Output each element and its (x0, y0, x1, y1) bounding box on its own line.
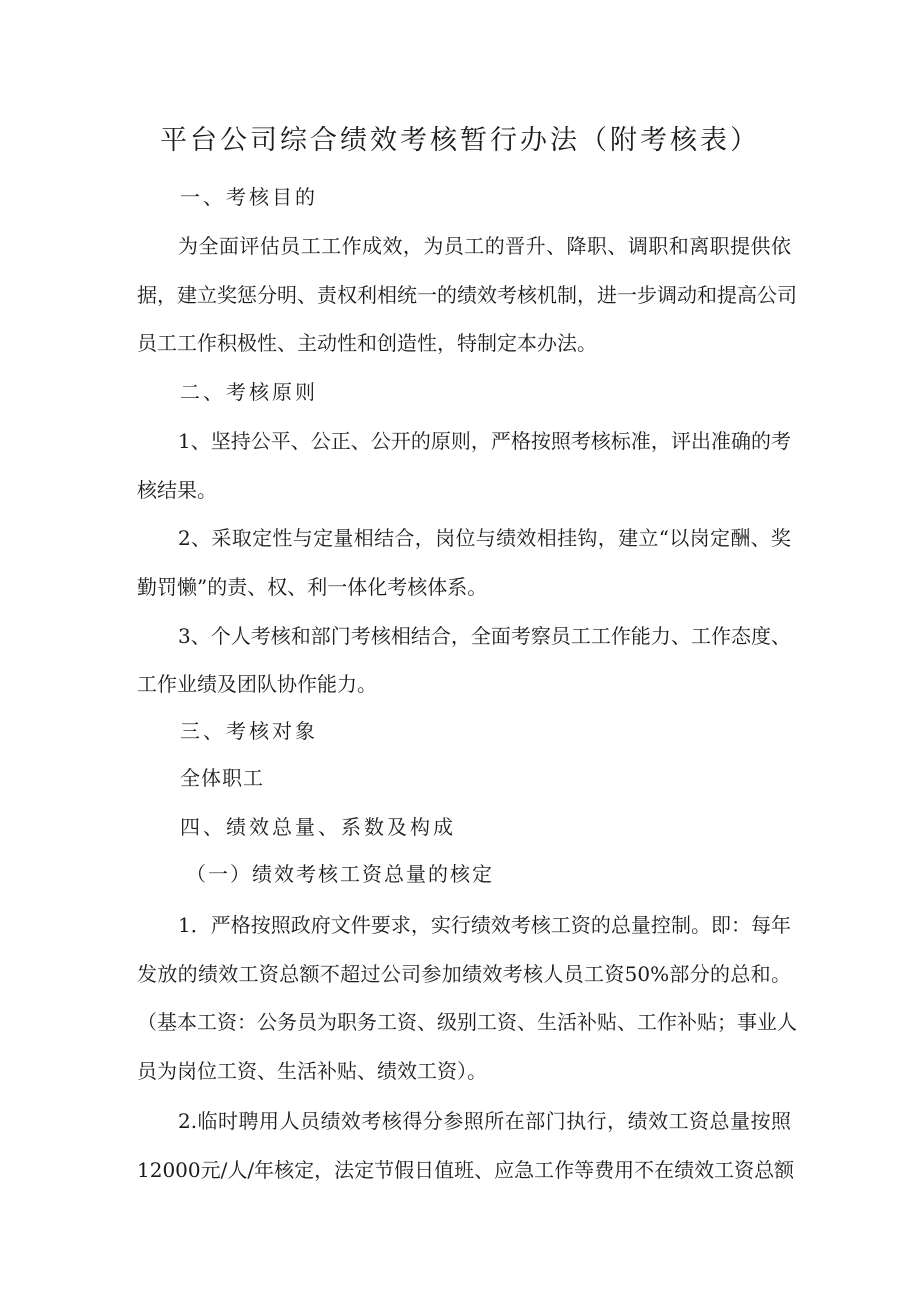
section-heading-purpose: 一、考核目的 (180, 185, 318, 209)
paragraph-line: 发放的绩效工资总额不超过公司参加绩效考核人员工资50%部分的总和。 (137, 962, 791, 986)
paragraph-line: 12000元/人/年核定，法定节假日值班、应急工作等费用不在绩效工资总额 (137, 1158, 795, 1182)
paragraph-line: 1、坚持公平、公正、公开的原则，严格按照考核标准，评出准确的考 (178, 429, 791, 453)
paragraph-line: 1．严格按照政府文件要求，实行绩效考核工资的总量控制。即：每年 (178, 913, 791, 937)
paragraph-line: 勤罚懒”的责、权、利一体化考核体系。 (137, 575, 488, 599)
paragraph-line: 3、个人考核和部门考核相结合，全面考察员工工作能力、工作态度、 (178, 624, 791, 648)
paragraph-line: 工作业绩及团队协作能力。 (137, 672, 377, 696)
paragraph-line: （基本工资：公务员为职务工资、级别工资、生活补贴、工作补贴；事业人 (137, 1010, 797, 1034)
paragraph-line: 员为岗位工资、生活补贴、绩效工资）。 (137, 1059, 487, 1083)
target-all-staff: 全体职工 (180, 766, 264, 790)
section-heading-targets: 三、考核对象 (180, 719, 318, 743)
subsection-heading: （一）绩效考核工资总量的核定 (186, 862, 494, 886)
paragraph-line: 员工工作积极性、主动性和创造性，特制定本办法。 (137, 331, 597, 355)
paragraph-line: 2.临时聘用人员绩效考核得分参照所在部门执行，绩效工资总量按照 (178, 1109, 791, 1133)
document-title: 平台公司综合绩效考核暂行办法（附考核表） (160, 125, 760, 156)
paragraph-line: 2、采取定性与定量相结合，岗位与绩效相挂钩，建立“以岗定酬、奖 (178, 526, 791, 550)
paragraph-line: 据，建立奖惩分明、责权利相统一的绩效考核机制，进一步调动和提高公司 (137, 283, 797, 307)
section-heading-performance-total: 四、绩效总量、系数及构成 (180, 815, 456, 839)
paragraph-line: 为全面评估员工工作成效，为员工的晋升、降职、调职和离职提供依 (178, 234, 791, 258)
section-heading-principles: 二、考核原则 (180, 380, 318, 404)
paragraph-line: 核结果。 (137, 478, 217, 502)
